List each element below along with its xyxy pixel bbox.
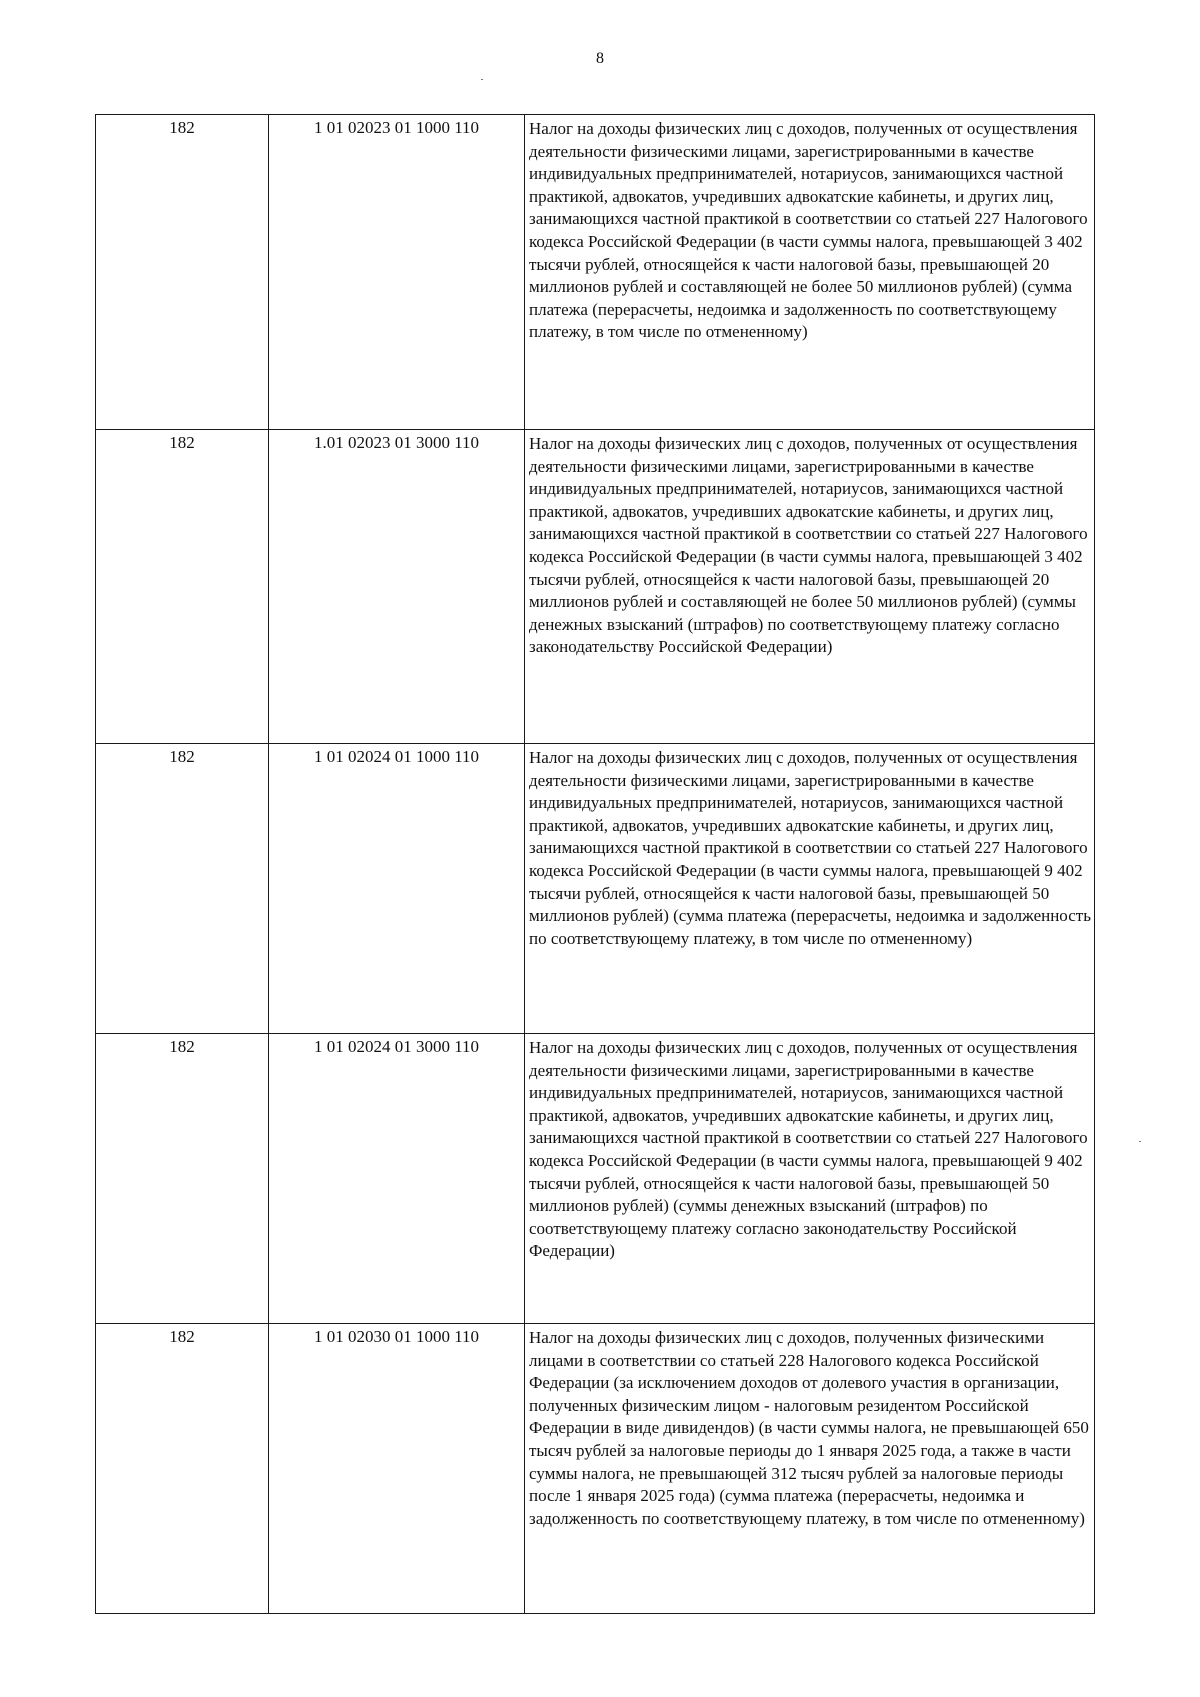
table-row <box>96 1324 1095 1614</box>
budget-classification-code-cell: 1 01 02030 01 1000 110 <box>269 1324 525 1614</box>
table-row <box>96 744 1095 1034</box>
admin-code-cell: 182 <box>96 1324 269 1614</box>
budget-classification-code-cell: 1.01 02023 01 3000 110 <box>269 430 525 744</box>
budget-classification-code-cell: 1 01 02023 01 1000 110 <box>269 115 525 430</box>
budget-classification-code-cell: 1 01 02024 01 1000 110 <box>269 744 525 1034</box>
admin-code-cell: 182 <box>96 115 269 430</box>
budget-classification-code-cell: 1 01 02024 01 3000 110 <box>269 1034 525 1324</box>
budget-codes-table <box>95 114 1095 1614</box>
revenue-name-cell: Налог на доходы физических лиц с доходов, полученных от осуществления деятельности физическими лицами, зарегистрированными в качестве индивидуальных предпринимателей, нотариусов, занимающихся частной практикой, адвокатов, учредивших адвокатские кабинеты, и других лиц, занимающихся частной практикой в соответствии со статьей 227 Налогового кодекса Российской Федерации (в части суммы налога, превышающей 9 402 тысячи рублей, относящейся к части налоговой базы, превышающей 50 миллионов рублей) (сумма платежа (перерасчеты, недоимка и задолженность по соответствующему платежу, в том числе по отмененному) <box>525 744 1095 1034</box>
admin-code-cell: 182 <box>96 430 269 744</box>
scan-speck <box>481 79 483 80</box>
revenue-name-cell: Налог на доходы физических лиц с доходов, полученных физическими лицами в соответствии со статьей 228 Налогового кодекса Российской Федерации (за исключением доходов от долевого участия в организации, полученных физическим лицом - налоговым резидентом Российской Федерации в виде дивидендов) (в части суммы налога, не превышающей 650 тысяч рублей за налоговые периоды до 1 января 2025 года, а также в части суммы налога, не превышающей 312 тысяч рублей за налоговые периоды после 1 января 2025 года) (сумма платежа (перерасчеты, недоимка и задолженность по соответствующему платежу, в том числе по отмененному) <box>525 1324 1095 1614</box>
scan-speck <box>1139 1141 1141 1142</box>
revenue-name-cell: Налог на доходы физических лиц с доходов, полученных от осуществления деятельности физическими лицами, зарегистрированными в качестве индивидуальных предпринимателей, нотариусов, занимающихся частной практикой, адвокатов, учредивших адвокатские кабинеты, и других лиц, занимающихся частной практикой в соответствии со статьей 227 Налогового кодекса Российской Федерации (в части суммы налога, превышающей 9 402 тысячи рублей, относящейся к части налоговой базы, превышающей 50 миллионов рублей) (суммы денежных взысканий (штрафов) по соответствующему платежу согласно законодательству Российской Федерации) <box>525 1034 1095 1324</box>
revenue-name-cell: Налог на доходы физических лиц с доходов, полученных от осуществления деятельности физическими лицами, зарегистрированными в качестве индивидуальных предпринимателей, нотариусов, занимающихся частной практикой, адвокатов, учредивших адвокатские кабинеты, и других лиц, занимающихся частной практикой в соответствии со статьей 227 Налогового кодекса Российской Федерации (в части суммы налога, превышающей 3 402 тысячи рублей, относящейся к части налоговой базы, превышающей 20 миллионов рублей и составляющей не более 50 миллионов рублей) (суммы денежных взысканий (штрафов) по соответствующему платежу согласно законодательству Российской Федерации) <box>525 430 1095 744</box>
admin-code-cell: 182 <box>96 1034 269 1324</box>
revenue-name-cell: Налог на доходы физических лиц с доходов, полученных от осуществления деятельности физическими лицами, зарегистрированными в качестве индивидуальных предпринимателей, нотариусов, занимающихся частной практикой, адвокатов, учредивших адвокатские кабинеты, и других лиц, занимающихся частной практикой в соответствии со статьей 227 Налогового кодекса Российской Федерации (в части суммы налога, превышающей 3 402 тысячи рублей, относящейся к части налоговой базы, превышающей 20 миллионов рублей и составляющей не более 50 миллионов рублей) (сумма платежа (перерасчеты, недоимка и задолженность по соответствующему платежу, в том числе по отмененному) <box>525 115 1095 430</box>
table-row <box>96 430 1095 744</box>
table-row <box>96 1034 1095 1324</box>
admin-code-cell: 182 <box>96 744 269 1034</box>
page-number: 8 <box>596 50 604 67</box>
table-row <box>96 115 1095 430</box>
